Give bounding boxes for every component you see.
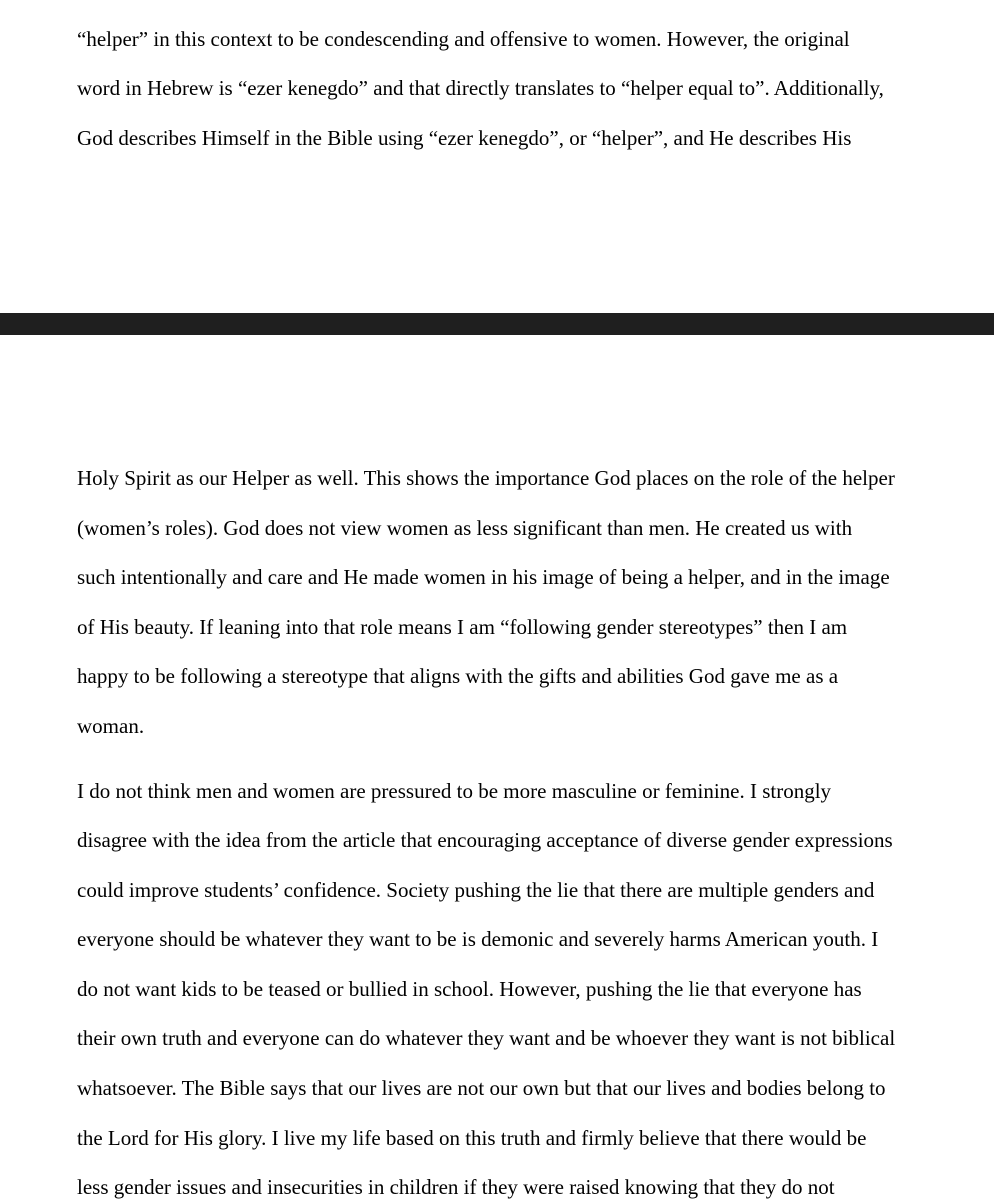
text-line: disagree with the idea from the article that encouraging acceptance of diverse gender expressions (77, 828, 893, 852)
text-line: do not want kids to be teased or bullied in school. However, pushing the lie that everyone has (77, 977, 862, 1001)
text-line: (women’s roles). God does not view women as less significant than men. He created us with (77, 516, 853, 540)
text-line: less gender issues and insecurities in children if they were raised knowing that they do not (77, 1175, 835, 1199)
text-line: “helper” in this context to be condescending and offensive to women. However, the original (77, 27, 850, 51)
text-line: such intentionally and care and He made women in his image of being a helper, and in the image (77, 565, 890, 589)
text-line: God describes Himself in the Bible using “ezer kenegdo”, or “helper”, and He describes His (77, 126, 852, 150)
text-line: could improve students’ confidence. Society pushing the lie that there are multiple genders and (77, 878, 875, 902)
text-line: happy to be following a stereotype that aligns with the gifts and abilities God gave me as a (77, 664, 839, 688)
text-line: word in Hebrew is “ezer kenegdo” and that directly translates to “helper equal to”. Additionally, (77, 76, 884, 100)
text-line: everyone should be whatever they want to be is demonic and severely harms American youth. I (77, 927, 879, 951)
text-line: whatsoever. The Bible says that our lives are not our own but that our lives and bodies belong to (77, 1076, 886, 1100)
text-line: woman. (77, 714, 145, 738)
text-line: I do not think men and women are pressured to be more masculine or feminine. I strongly (77, 779, 832, 803)
text-line: the Lord for His glory. I live my life based on this truth and firmly believe that there would be (77, 1126, 867, 1150)
page-break (0, 313, 994, 335)
text-line: Holy Spirit as our Helper as well. This shows the importance God places on the role of the helper (77, 466, 895, 490)
text-line: their own truth and everyone can do whatever they want and be whoever they want is not biblical (77, 1026, 896, 1050)
text-line: of His beauty. If leaning into that role means I am “following gender stereotypes” then I am (77, 615, 848, 639)
document-page-bottom (0, 335, 994, 1200)
document-page-top (0, 0, 994, 313)
